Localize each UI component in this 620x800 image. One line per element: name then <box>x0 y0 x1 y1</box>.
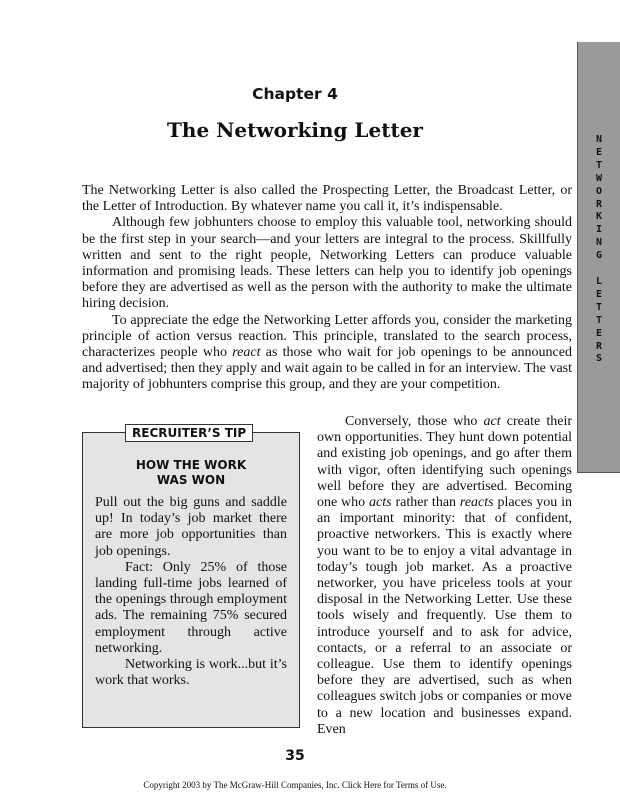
text-run: places you in an important minority: that of confident, proactive networkers. This is exactly where you want to be to enjoy a vital advantage in today’s tough job market. As a proactive networker, you have priceless tools at your disposal in the Networking Letter. Use these tools wisely and frequently. Use them to introduce yourself and to ask for advice, contacts, or a referral to an associate or colleague. Use them to identify openings before they are advertised, such as when colleagues switch jobs or companies or move to a new location and businesses expand. Even <box>317 495 573 737</box>
right-column-text <box>317 414 572 738</box>
intro-paragraph <box>82 313 572 394</box>
text-run: as those who wait for job openings to be announced and advertised; then they apply and wait again to be called in for an interview. The vast majority of jobhunters comprise this group, and they are your competition. <box>82 345 572 393</box>
tip-heading-line: HOW THE WORK <box>135 458 247 472</box>
emphasis-act: act <box>483 414 501 429</box>
text-run: create their own opportunities. They hunt down potential and existing job openings, and go after them with vigor, often identifying such openings well before they are advertised. Becoming one who <box>317 414 572 511</box>
tip-paragraph: Networking is work...but it’s work that works. <box>95 657 287 689</box>
intro-section <box>82 183 572 394</box>
intro-paragraph: The Networking Letter is also called the Prospecting Letter, the Broadcast Letter, or the Letter of Introduction. By whatever name you call it, it’s indispensable. <box>82 183 572 215</box>
page-number: 35 <box>285 748 305 764</box>
text-run: To appreciate the edge the Networking Letter affords you, consider the marketing principle of action versus reaction. This principle, translated to the search process, characterizes people who <box>82 312 572 361</box>
emphasis-reacts: reacts <box>459 495 494 511</box>
intro-paragraph: Although few jobhunters choose to employ this valuable tool, networking should be the first step in your search—and your letters are integral to the process. Skillfully written and sent to the right people, Networking Letters can produce valuable information and promising leads. These letters can help you to identify job openings before they are advertised as well as the person with the authority to make the ultimate hiring decision. <box>82 215 572 312</box>
text-run: rather than <box>391 495 460 511</box>
tip-body <box>95 495 287 689</box>
copyright-notice[interactable]: Copyright 2003 by The McGraw-Hill Companies, Inc. Click Here for Terms of Use. <box>143 780 447 790</box>
chapter-title: The Networking Letter <box>167 118 423 142</box>
tip-label: RECRUITER’S TIP <box>125 424 253 442</box>
text-run: Conversely, those who <box>345 414 484 429</box>
tip-paragraph: Fact: Only 25% of those landing full-time jobs learned of the openings through employment ads. The remaining 75% secured employment through active networking. <box>95 559 287 656</box>
emphasis-react: react <box>232 345 261 361</box>
recruiters-tip-box <box>82 426 300 728</box>
side-tab-label: N E T W O R K I N G L E T T E R S <box>595 134 603 365</box>
section-side-tab <box>577 42 620 473</box>
body-paragraph <box>317 414 572 738</box>
emphasis-acts: acts <box>369 495 392 511</box>
tip-heading-line: WAS WON <box>156 473 226 487</box>
chapter-number: Chapter 4 <box>252 85 338 103</box>
tip-paragraph: Pull out the big guns and saddle up! In today’s job market there are more job opportunities than job openings. <box>95 495 287 559</box>
tip-heading <box>83 458 299 488</box>
